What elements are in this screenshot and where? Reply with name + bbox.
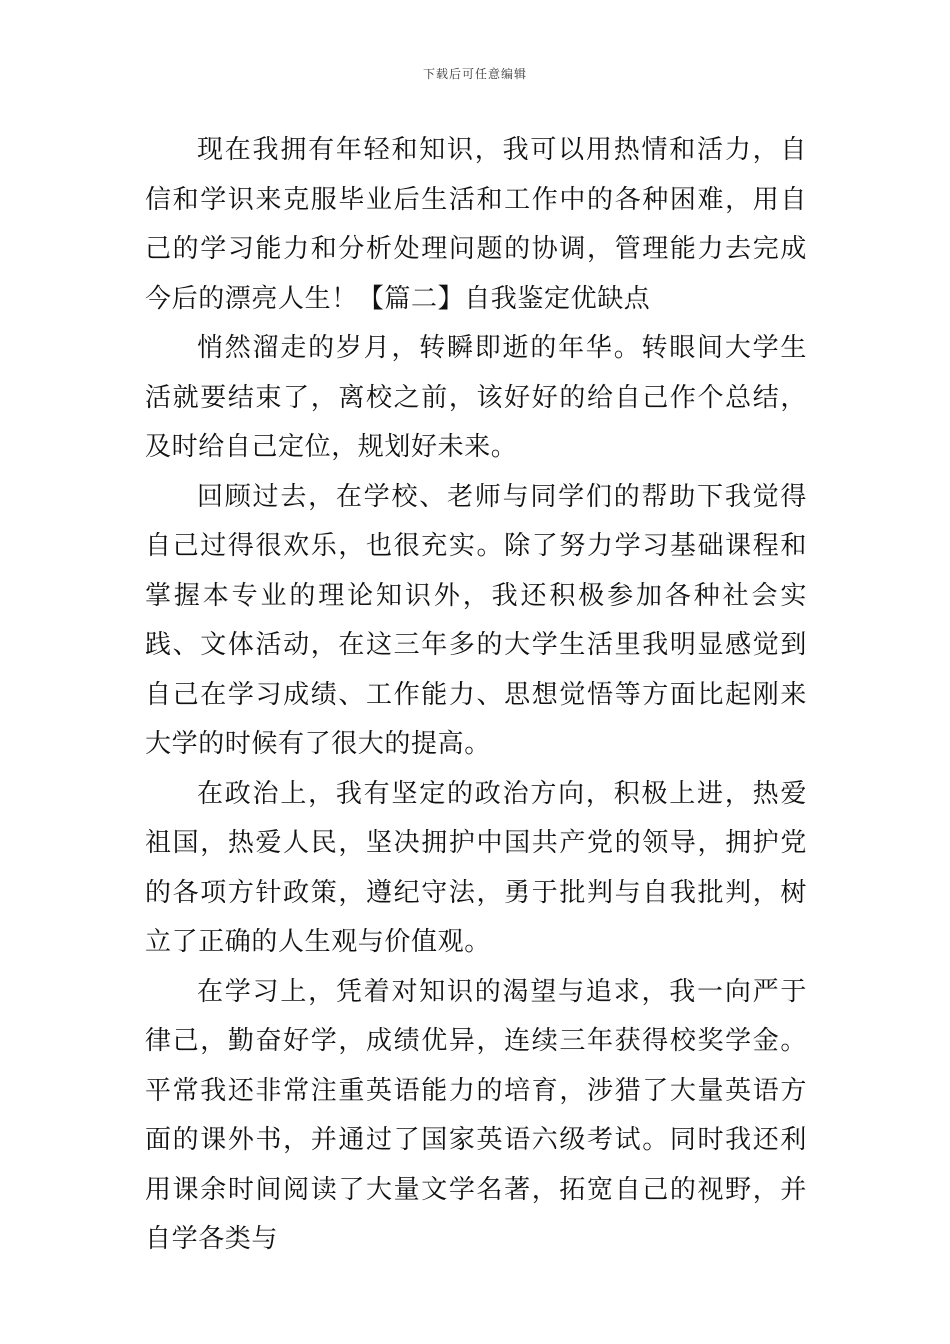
paragraph-intro: 悄然溜走的岁月，转瞬即逝的年华。转眼间大学生活就要结束了，离校之前，该好好的给自己作个总结，及时给自己定位，规划好未来。 xyxy=(145,333,807,462)
document-body xyxy=(145,126,807,1265)
paragraph-conclusion: 现在我拥有年轻和知识，我可以用热情和活力，自信和学识来克服毕业后生活和工作中的各种困难，用自己的学习能力和分析处理问题的协调，管理能力去完成今后的漂亮人生！【篇二】自我鉴定优缺点 xyxy=(145,135,807,314)
page-header: 下载后可任意编辑 xyxy=(422,67,527,81)
paragraph-study: 在学习上，凭着对知识的渴望与追求，我一向严于律己，勤奋好学，成绩优异，连续三年获得校奖学金。平常我还非常注重英语能力的培育，涉猎了大量英语方面的课外书，并通过了国家英语六级考试。同时我还利用课余时间阅读了大量文学名著，拓宽自己的视野，并自学各类与 xyxy=(145,976,807,1254)
paragraph-review: 回顾过去，在学校、老师与同学们的帮助下我觉得自己过得很欢乐，也很充实。除了努力学习基础课程和掌握本专业的理论知识外，我还积极参加各种社会实践、文体活动，在这三年多的大学生活里我明显感觉到自己在学习成绩、工作能力、思想觉悟等方面比起刚来大学的时候有了很大的提高。 xyxy=(145,481,807,759)
paragraph-politics: 在政治上，我有坚定的政治方向，积极上进，热爱祖国，热爱人民，坚决拥护中国共产党的领导，拥护党的各项方针政策，遵纪守法，勇于批判与自我批判，树立了正确的人生观与价值观。 xyxy=(145,778,807,957)
